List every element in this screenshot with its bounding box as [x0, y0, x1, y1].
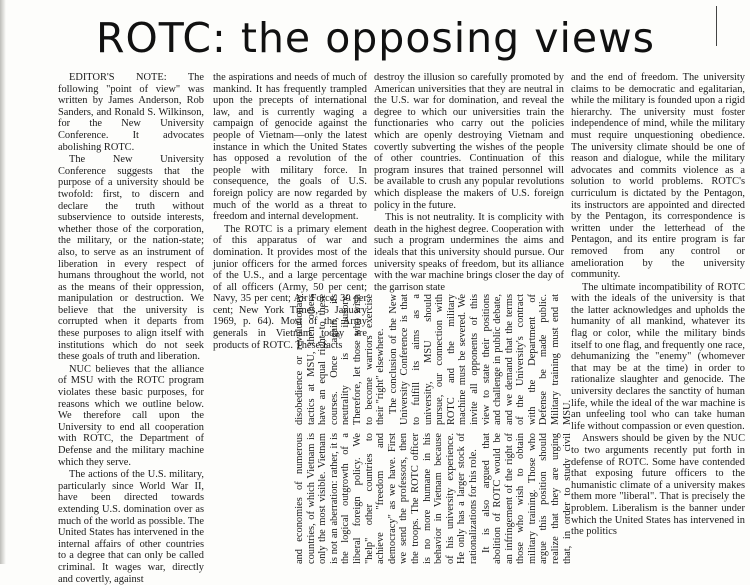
paragraph: The conclusion of the New University Conference is that to fulfill its aims as a university, MSU should pursue, our connection with ROTC and the military machine must be severed. We invite all opponents of this view to state their positions and challenge in public debate, and we demand that the terms of the University's contract with the Department of Defense be made public. Military training must end at MSU.: [387, 294, 573, 425]
paragraph: and economies of numerous countries, of which Vietnam is only the most visible. Vietnam is not an aberration: rather, it is the logical outgrowth of a liberal foreign policy. We "help" other countries to achieve "freedom and democracy" as we have. First we send the professors, then the troops. The ROTC officer is no more humane in his behavior in Vietnam because of his university experience. He only has a larger stock of rationalizations for his role.: [294, 433, 479, 564]
paragraph: This is not neutrality. It is complicity with death in the highest degree. Cooperation with such a program undermines the aims and ideals that this university should pursue. Our university speaks of freedom, but its alliance with the war machine brings closer the day of the garrison state: [374, 212, 564, 293]
paragraph: The New University Conference suggests that the purpose of a university should be twofold: first, to discern and declare the truth without subservience to outside interests, whether those of the corporation, the military, or the nation-state; also, to serve as an instrument of liberation in every respect of humans throughout the world, not as the means of their oppression, manipulation or destruction. We believe that the university is corrupted when it departs from these purposes to align itself with institutions which do not seek these goals of truth and liberation.: [58, 154, 204, 363]
column-2: [213, 72, 367, 351]
paragraph: the aspirations and needs of much of mankind. It has frequently trampled upon the precepts of international law, and is currently waging a campaign of genocide against the people of Vietnam—only the latest instance in which the United States has opposed a revolution of the people with military force. In consequence, the goals of U.S. foreign policy are now regarded by much of the world as a threat to freedom and internal development.: [213, 72, 367, 223]
column-3: [374, 72, 564, 297]
scan-shadow-edge: [0, 0, 6, 564]
editors-note: EDITOR'S NOTE: The following "point of view" was written by James Anderson, Rob Sanders, and Ronald S. Wilkinson, for the New University Conference. It advocates abolishing ROTC.: [58, 72, 204, 153]
headline: ROTC: the opposing views: [96, 14, 655, 62]
paragraph: Answers should be given by the NUC to two arguments recently put forth in defense of ROTC. Some have contended that exposing future officers to the humanistic climate of a university makes them more "liberal". That is precisely the problem. Liberalism is the banner under which the United States has intervened in the politics: [571, 433, 745, 538]
paragraph: and the end of freedom. The university claims to be democratic and egalitarian, while the military is founded upon a rigid hierarchy. The university must foster independence of mind, while the military must require unquestioning obedience. The university climate should be one of reason and dialogue, while the military advocates and commits violence as a solution to world problems. ROTC's curriculum is dictated by the Pentagon, its instructors are appointed and directed by the Pentagon, its correspondence is written under the letterhead of the Pentagon, and its entire program is far removed from any control or amelioration by the university community.: [571, 72, 745, 281]
paragraph: NUC believes that the alliance of MSU with the ROTC program violates these basic purposes, for reasons which we outline below. We therefore call upon the University to end all cooperation with ROTC, the Department of Defense and the military machine which they serve.: [58, 363, 204, 468]
column-1: [58, 72, 204, 585]
rotated-columns: [294, 294, 645, 564]
paragraph: The ultimate incompatibility of ROTC with the ideals of the university is that the latter acknowledges and upholds the humanity of all mankind, whatever its flag or color, while the military binds itself to one flag, and frequently one race, dehumanizing the "enemy" (whomever that may be at the time) in order to rationalize slaughter and genocide. The university declares the sanctity of human life, while the ideal of the war machine is an unfeeling tool who can take human life without compassion or even question.: [571, 281, 745, 432]
rotated-text-block: [213, 294, 573, 564]
paragraph: destroy the illusion so carefully promoted by American universities that they are neutral in the U.S. war for domination, and reveal the degree to which our universities train the functionaries who carry out the policies which are openly destroying Vietnam and covertly subverting the wishes of the people of other countries. Continuation of this program insures that trained personnel will be available to crush any popular revolutions which displease the makers of U.S. foreign policy in the future.: [374, 72, 564, 211]
paragraph: The ROTC is a primary element of this apparatus of war and domination. It provides most of the junior officers for the armed forces of the U.S., and a large percentage of all officers (Army, 50 per cent; Navy, 35 per cent; Air Force, 30 per cent; New York Times, 5 January 1969, p. 64). Most of the Army generals in Vietnam today are products of ROTC. These facts: [213, 223, 367, 351]
paragraph: The actions of the U.S. military, particularly since World War II, have been directed towards extending U.S. domination over as much of the world as possible. The United States has intervened in the internal affairs of other countries to a degree that can only be called criminal. It wages war, directly and covertly, against: [58, 469, 204, 585]
scan-mark: [716, 6, 717, 46]
paragraph: It is also argued that abolition of ROTC would be an infringement of the right of those who wish to obtain military training. Those who argue this position should realize that they are urging that, in order to study civil disobedience or revolutionary tactics at MSU, then others have an equal right to these courses. Once again, its neutrality is illusory. Therefore, let those who wish to become warriors exercise their "right" elsewhere.: [294, 294, 573, 564]
